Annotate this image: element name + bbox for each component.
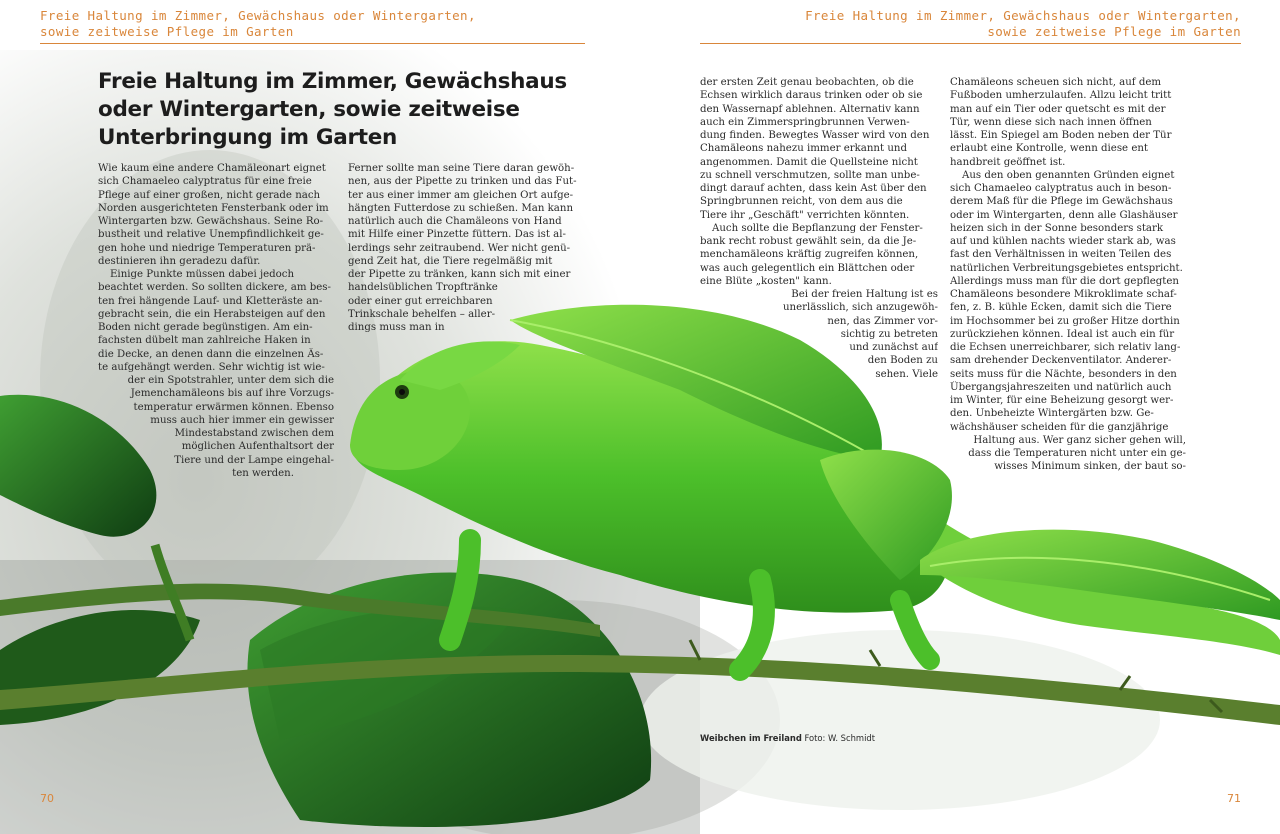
running-head-right	[700, 8, 1241, 40]
text-line: Tiere und der Lampe eingehal-	[174, 454, 334, 466]
running-head-left	[40, 8, 585, 40]
text-line: Springbrunnen reicht, von dem aus die	[700, 196, 903, 208]
text-line: der Pipette zu tränken, kann sich mit einer	[348, 269, 571, 280]
text-line: Trinkschale behelfen – aller-	[348, 308, 496, 320]
text-line: bank recht robust gewählt sein, da die Je-	[700, 236, 917, 247]
text-line: temperatur erwärmen können. Ebenso	[133, 401, 334, 413]
text-line: der ersten Zeit genau beobachten, ob die	[700, 77, 914, 88]
text-line: der ein Spotstrahler, unter dem sich die	[127, 375, 334, 386]
photo-caption	[700, 733, 875, 743]
running-head-left-line2: sowie zeitweise Pflege im Garten	[40, 24, 294, 39]
text-line: Chamäleons besondere Mikroklimate schaf-	[950, 289, 1177, 300]
text-line: te aufgehängt werden. Sehr wichtig ist wie-	[98, 361, 325, 373]
text-line: Echsen wirklich daraus trinken oder ob sie	[700, 90, 923, 102]
text-line: lässt. Ein Spiegel am Boden neben der Tür	[950, 130, 1172, 141]
text-line: Pflege auf einer großen, nicht gerade nach	[98, 189, 321, 201]
running-head-right-line2: sowie zeitweise Pflege im Garten	[987, 24, 1241, 39]
text-line: Norden ausgerichteten Fensterbank oder im	[98, 202, 329, 214]
text-line: zu schnell verschmutzen, sollte man unbe-	[700, 169, 920, 181]
text-line: dings muss man in	[348, 322, 445, 333]
text-line: mit Hilfe einer Pinzette füttern. Das ist al-	[348, 229, 566, 241]
text-line: sich Chamaeleo calyptratus für eine freie	[98, 176, 312, 188]
text-line: heizen sich in der Sonne besonders stark	[950, 222, 1164, 234]
text-line: zurückziehen können. Ideal ist auch ein für	[950, 328, 1175, 340]
text-line: nen, aus der Pipette zu trinken und das Fut-	[348, 176, 577, 188]
text-line: handbreit geöffnet ist.	[950, 156, 1066, 168]
text-column-4	[950, 76, 1186, 474]
running-head-left-line1: Freie Haltung im Zimmer, Gewächshaus oder Wintergarten,	[40, 8, 476, 23]
text-line: und zunächst auf	[849, 342, 938, 353]
text-line: menchamäleons kräftig zugreifen können,	[700, 249, 919, 261]
text-line: man auf ein Tier oder quetscht es mit der	[950, 103, 1166, 115]
caption-title: Weibchen im Freiland	[700, 733, 802, 743]
text-line: sam drehender Deckenventilator. Anderer-	[950, 355, 1172, 367]
text-column-2	[348, 162, 586, 334]
text-line: Ferner sollte man seine Tiere daran gewöh-	[348, 163, 575, 174]
text-line: auch ein Zimmerspringbrunnen Verwen-	[700, 116, 910, 128]
text-line: gebracht sein, die ein Herabsteigen auf den	[98, 308, 326, 320]
text-line: fachsten dübelt man zahlreiche Haken in	[98, 335, 311, 347]
text-line: lerdings sehr zeitraubend. Wer nicht genü-	[348, 242, 571, 254]
text-line: Jemenchamäleons bis auf ihre Vorzugs-	[130, 388, 334, 400]
text-line: wächshäuser scheiden für die ganzjährige	[950, 421, 1169, 433]
text-line: erlaubt eine Kontrolle, wenn diese ent	[950, 143, 1149, 155]
text-line: gend Zeit hat, die Tiere regelmäßig mit	[348, 255, 553, 267]
text-line: muss auch hier immer ein gewisser	[150, 414, 334, 426]
text-line: sichtig zu betreten	[840, 328, 938, 340]
text-line: dass die Temperaturen nicht unter ein ge-	[968, 448, 1186, 459]
text-line: den. Unbeheizte Wintergärten bzw. Ge-	[950, 408, 1154, 420]
article-headline	[98, 68, 567, 152]
text-line: im Hochsommer bei zu großer Hitze dorthin	[950, 315, 1180, 327]
text-line: Chamäleons nahezu immer erkannt und	[700, 143, 907, 155]
text-column-3	[700, 76, 938, 381]
text-line: Boden nicht gerade begünstigen. Am ein-	[98, 322, 313, 333]
text-line: dung finden. Bewegtes Wasser wird von den	[700, 130, 930, 141]
headline-line: Unterbringung im Garten	[98, 125, 398, 150]
running-head-right-line1: Freie Haltung im Zimmer, Gewächshaus oder Wintergarten,	[805, 8, 1241, 23]
text-line: Allerdings muss man für die dort gepflegten	[950, 275, 1179, 287]
text-line: sehen. Viele	[875, 368, 938, 380]
text-line: Übergangsjahreszeiten und natürlich auch	[950, 381, 1172, 393]
text-line: ter aus einer immer am gleichen Ort aufge-	[348, 189, 574, 201]
text-line: wisses Minimum sinken, der baut so-	[994, 461, 1186, 473]
text-line: ten frei hängende Lauf- und Kletteräste an-	[98, 295, 323, 307]
text-line: nen, das Zimmer vor-	[827, 315, 938, 327]
text-line: beachtet werden. So sollten dickere, am bes-	[98, 282, 331, 294]
text-line: Mindestabstand zwischen dem	[174, 428, 334, 439]
text-line: den Wassernapf ablehnen. Alternativ kann	[700, 103, 920, 115]
caption-credit: Foto: W. Schmidt	[804, 733, 875, 743]
text-line: Wintergarten bzw. Gewächshaus. Seine Ro-	[98, 216, 324, 227]
text-line: Tiere ihr „Geschäft" verrichten könnten.	[700, 209, 910, 221]
text-line: Chamäleons scheuen sich nicht, auf dem	[950, 77, 1162, 88]
text-line: natürlichen Verbreitungsgebietes entspricht.	[950, 262, 1183, 274]
text-line: Haltung aus. Wer ganz sicher gehen will,	[973, 434, 1186, 446]
text-line: die Echsen unerreichbarer, sich relativ lang-	[950, 342, 1181, 353]
text-line: möglichen Aufenthaltsort der	[181, 441, 334, 453]
text-line: angenommen. Damit die Quellsteine nicht	[700, 156, 918, 168]
text-line: auf und kühlen nachts wieder stark ab, was	[950, 236, 1176, 247]
page-number-left: 70	[40, 792, 54, 805]
text-line: den Boden zu	[867, 355, 938, 367]
text-line: seits muss für die Nächte, besonders in den	[950, 368, 1177, 380]
text-line: dingt darauf achten, dass kein Ast über den	[700, 183, 927, 194]
text-line: gen hohe und niedrige Temperaturen prä-	[98, 242, 316, 254]
text-line: oder im Wintergarten, denn alle Glashäuser	[950, 209, 1178, 221]
text-line: fen, z. B. kühle Ecken, damit sich die Tiere	[950, 302, 1172, 314]
text-line: sich Chamaeleo calyptratus auch in beson-	[950, 183, 1172, 194]
text-line: fast den Verhältnissen in weiten Teilen des	[950, 249, 1172, 261]
text-line: bustheit und relative Unempfindlichkeit ge-	[98, 229, 324, 241]
page-number-right: 71	[1227, 792, 1241, 805]
headline-line: oder Wintergarten, sowie zeitweise	[98, 97, 520, 122]
text-line: derem Maß für die Pflege im Gewächshaus	[950, 196, 1173, 208]
headline-line: Freie Haltung im Zimmer, Gewächshaus	[98, 69, 567, 94]
text-line: Aus den oben genannten Gründen eignet	[962, 169, 1175, 181]
text-line: ten werden.	[232, 467, 294, 479]
text-line: Fußboden umherzulaufen. Allzu leicht tritt	[950, 90, 1172, 102]
text-line: oder einer gut erreichbaren	[348, 295, 493, 307]
text-line: unerlässlich, sich anzugewöh-	[782, 302, 938, 314]
text-line: Auch sollte die Bepflanzung der Fenster-	[712, 222, 923, 234]
text-line: hängten Futterdose zu schießen. Man kann	[348, 202, 574, 214]
running-head-left-rule	[40, 43, 585, 44]
text-line: eine Blüte „kosten" kann.	[700, 275, 832, 287]
text-line: Tür, wenn diese sich nach innen öffnen	[950, 116, 1152, 128]
text-line: Wie kaum eine andere Chamäleonart eignet	[98, 163, 326, 174]
text-line: im Winter, für eine Beheizung gesorgt wer-	[950, 395, 1174, 406]
text-line: Einige Punkte müssen dabei jedoch	[110, 269, 295, 280]
running-head-right-rule	[700, 43, 1241, 44]
text-line: destinieren ihn geradezu dafür.	[98, 255, 261, 267]
text-line: die Decke, an denen dann die einzelnen Äs-	[98, 348, 324, 360]
text-line: handelsüblichen Tropftränke	[348, 282, 498, 294]
text-line: Bei der freien Haltung ist es	[791, 289, 938, 300]
text-line: natürlich auch die Chamäleons von Hand	[348, 216, 562, 227]
text-column-1	[98, 162, 334, 480]
text-line: was auch gelegentlich ein Blättchen oder	[700, 262, 915, 274]
